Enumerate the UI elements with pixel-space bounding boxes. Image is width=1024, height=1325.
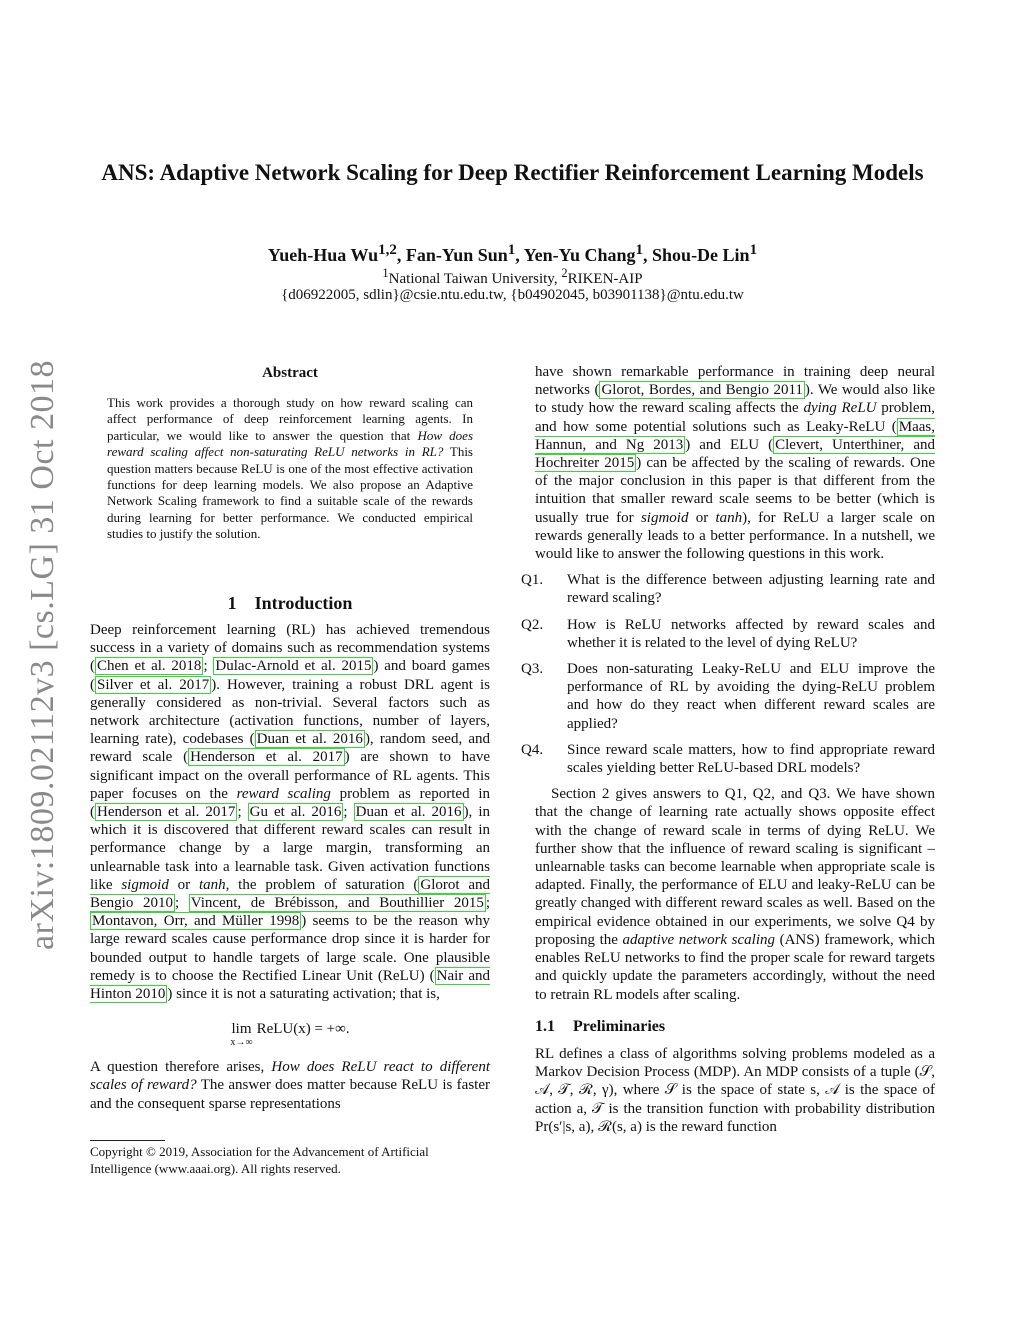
question-item: Q2. How is ReLU networks affected by reward scales and whether it is related to the level of dying ReLU?: [521, 616, 935, 651]
citation-link[interactable]: Duan et al. 2016: [256, 731, 363, 748]
footnote-rule: [90, 1140, 165, 1141]
citation-link[interactable]: Maas, Hannun, and Ng 2013: [535, 418, 935, 453]
author-list: Yueh-Hua Wu$^{1,2}$, Fan-Yun Sun$^1$, Yen-Yu Chang$^1$, Shou-De Lin$^1$: [267, 242, 758, 265]
citation-link[interactable]: Vincent, de Brébisson, and Bouthillier 2015: [190, 895, 484, 912]
author-name: Shou-De Lin: [652, 245, 750, 265]
author-name: Yueh-Hua Wu: [267, 245, 379, 265]
citation-link[interactable]: Glorot and Bengio 2010: [90, 876, 491, 912]
citation-link[interactable]: Silver et al. 2017: [97, 676, 210, 693]
subsection-heading-preliminaries: 1.1 Preliminaries: [535, 1017, 666, 1035]
question-item: Q3. Does non-saturating Leaky-ReLU and ELU improve the performance of RL by avoiding the dying-ReLU problem and how do they react when different reward scales are applied?: [521, 661, 935, 732]
question-item: Q4. Since reward scale matters, how to find appropriate reward scales yielding better ReLU-based DRL models?: [521, 741, 935, 777]
author-name: Fan-Yun Sun: [405, 245, 508, 265]
citation-link[interactable]: Montavon, Orr, and Müller 1998: [92, 913, 300, 930]
author-name: Yen-Yu Chang: [523, 245, 636, 265]
citation-link[interactable]: Duan et al. 2016: [355, 804, 462, 821]
arxiv-stamp: [13, 360, 73, 950]
abstract-text: This work provides a thorough study on how reward scaling can affect performance of deep reinforcement learning agents. In particular, we would like to answer the question that How does reward scaling affect non-saturating ReLU networks in RL? This question matters because ReLU is one of the most effective activation functions for deep learning models. We also propose an Adaptive Network Scaling framework to find a suitable scale of the rewards during learning for better performance. We conducted empirical studies to justify the solution.: [107, 395, 473, 542]
arxiv-id: arXiv:1809.02112v3 [cs.LG] 31 Oct 2018: [24, 360, 61, 950]
affiliations: $^1$National Taiwan University, $^2$RIKEN-AIP: [382, 266, 643, 287]
intro-paragraph: A question therefore arises, How does ReLU react to different scales of reward? The answer does matter because ReLU is faster and the consequent sparse representations: [90, 1059, 490, 1112]
intro-paragraph: Deep reinforcement learning (RL) has achieved tremendous success in a variety of domains such as recommendation systems ( Chen et al. 2018 ; Dulac-Arnold et al. 2015 ) and board games ( Silver et al. 2017 ). However, training a robust DRL agent is generally considered as non-trivial. Several factors such as network architecture (activation functions, number of layers, learning rate), codebases ( Duan et al. 2016 ), random seed, and reward scale ( Henderson et al. 2017 ) are shown to have significant impact on the overall performance of RL agents. This paper focuses on the reward scaling problem as reported in ( Henderson et al. 2017 ; Gu et al. 2016 ; Duan et al. 2016 ), in which it is discovered that different reward scales can result in performance change by a large margin, transforming an unlearnable task into a learnable task. Given activation functions like sigmoid or tanh, the problem of saturation ( Glorot and Bengio 2010 ; Vincent, de Brébisson, and Bouthillier 2015 ; Montavon, Orr, and Müller 1998 ) seems to be the reason why large reward scales cause performance drop since it is harder for bounded output to handle targets of large scale. One plausible remedy is to choose the Rectified Linear Unit (ReLU) ( Nair and Hinton 2010 ) since it is not a saturating activation; that is,: [90, 622, 491, 1003]
citation-link[interactable]: Clevert, Unterthiner, and Hochreiter 2015: [535, 436, 935, 472]
citation-link[interactable]: Chen et al. 2018: [97, 658, 202, 675]
question-item: Q1. What is the difference between adjusting learning rate and reward scaling?: [521, 572, 935, 607]
left-column: [90, 621, 490, 1113]
abstract-heading: Abstract: [262, 365, 318, 381]
relu-limit-equation: lim x→∞ ReLU(x) = +∞.: [230, 1021, 350, 1049]
intro-paragraph: Section 2 gives answers to Q1, Q2, and Q3. We have shown that the change of learning rate actually shows opposite effect with the change of reward scale in terms of dying ReLU. We further show that the influence of reward scaling is significant – unlearnable tasks can become learnable when appropriate scale is adapted. Finally, the performance of ELU and leaky-ReLU can be greatly changed with different reward scales as well. Based on the empirical evidence obtained in our experiments, we solve Q4 by proposing the adaptive network scaling (ANS) framework, which enables ReLU networks to find the proper scale for reward targets and quickly update the parameters accordingly, without the need to retrain RL models after scaling.: [535, 786, 935, 1003]
copyright-footnote: Copyright © 2019, Association for the Advancement of Artificial Intelligence (www.aaai.org). All rights reserved.: [90, 1144, 429, 1176]
citation-link[interactable]: Gu et al. 2016: [249, 804, 342, 821]
citation-link[interactable]: Henderson et al. 2017: [97, 804, 236, 821]
preliminaries-paragraph: RL defines a class of algorithms solving problems modeled as a Markov Decision Process (MDP). An MDP consists of a tuple (𝒮, 𝒜, 𝒯, ℛ, γ), where 𝒮 is the space of state s, 𝒜 is the space of action a, 𝒯 is the transition function with probability distribution Pr(s′|s, a), ℛ(s, a) is the reward function: [535, 1045, 935, 1135]
citation-link[interactable]: Dulac-Arnold et al. 2015: [215, 658, 372, 675]
intro-paragraph: have shown remarkable performance in training deep neural networks ( Glorot, Bordes, and Bengio 2011 ). We would also like to study how the reward scaling affects the dying ReLU problem, and how some potential solutions such as Leaky-ReLU ( Maas, Hannun, and Ng 2013 ) and ELU ( Clevert, Unterthiner, and Hochreiter 2015 ) can be affected by the scaling of rewards. One of the major conclusion in this paper is that different from the intuition that smaller reward scale seems to be better (which is usually true for sigmoid or tanh), for ReLU a larger scale on rewards generally leads to a better performance. In a nutshell, we would like to answer the following questions in this work.: [535, 364, 936, 563]
citation-link[interactable]: Glorot, Bordes, and Bengio 2011: [601, 382, 803, 399]
citation-link[interactable]: Henderson et al. 2017: [190, 749, 343, 766]
paper-title: ANS: Adaptive Network Scaling for Deep Rectifier Reinforcement Learning Models: [101, 160, 924, 185]
right-column: [521, 363, 936, 1136]
section-heading-introduction: 1 Introduction: [227, 593, 353, 613]
citation-link[interactable]: Nair and Hinton 2010: [90, 967, 490, 1003]
author-emails: {d06922005, sdlin}@csie.ntu.edu.tw, {b04902045, b03901138}@ntu.edu.tw: [281, 287, 744, 303]
